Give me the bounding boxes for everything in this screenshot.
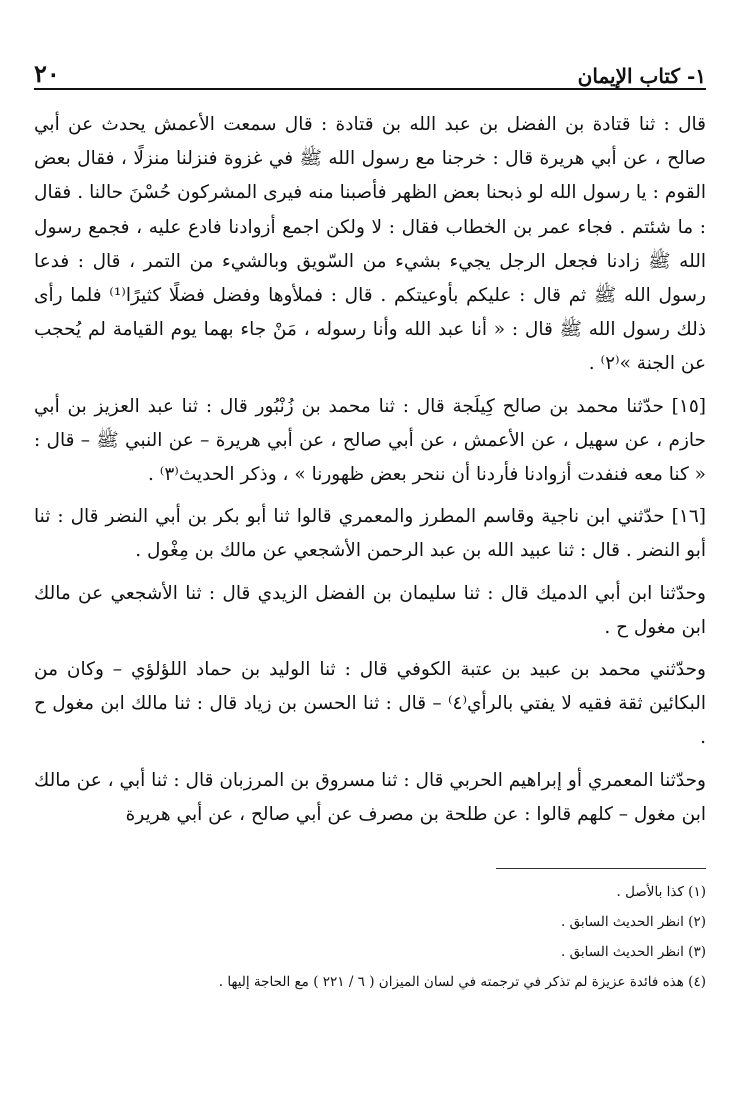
paragraph: [١٦] حدّثني ابن ناجية وقاسم المطرز والمعمري قالوا ثنا أبو بكر بن أبي النضر قال : ثنا أبو النضر . قال : ثنا عبيد الله بن عبد الرحمن الأشجعي عن مالك بن مِغْول . — [34, 506, 706, 562]
footnote: (٤) هذه فائدة عزيزة لم تذكر في ترجمته في لسان الميزان ( ٦ / ٢٢١ ) مع الحاجة إليها . — [218, 974, 706, 991]
paragraph: وحدّثنا ابن أبي الدميك قال : ثنا سليمان بن الفضل الزيدي قال : ثنا الأشجعي عن مالك ابن مغول ح . — [34, 582, 706, 638]
footnote-divider — [496, 868, 706, 869]
paragraph: [١٥] حدّثنا محمد بن صالح كِيلَجة قال : ثنا محمد بن زُنْبُور قال : ثنا عبد العزيز بن أبي حازم ، عن سهيل ، عن الأعمش ، عن أبي صالح ، عن أبي هريرة – عن النبي ﷺ – قال : « كنا معه فنفدت أزوادنا فأردنا أن ننحر بعض ظهورنا » ، وذكر الحديث⁽٣⁾ . — [34, 395, 706, 486]
paragraph: قال : ثنا قتادة بن الفضل بن عبد الله بن قتادة : قال سمعت الأعمش يحدث عن أبي صالح ، عن أبي هريرة قال : خرجنا مع رسول الله ﷺ في غزوة فنزلنا منزلًا ، فقال بعض القوم : يا رسول الله لو ذبحنا بعض الظهر فأصبنا منه فيرى المشركون حُسْنَ حالنا . فقال : ما شئتم . فجاء عمر بن الخطاب فقال : لا ولكن اجمع أزوادنا فادع عليه ، فجمع رسول الله ﷺ زادنا فجعل الرجل يجيء بشيء من السّويق وبالشيء من التمر ، قال : فدعا رسول الله ﷺ ثم قال : عليكم بأوعيتكم . قال : فملأوها وفضل فضلًا كثيرًا⁽¹⁾ فلما رأى ذلك رسول الله ﷺ قال : « أنا عبد الله وأنا رسوله ، مَنْ جاء بهما يوم القيامة لم يُحجب عن الجنة »⁽٢⁾ . — [34, 114, 706, 375]
paragraph: وحدّثنا المعمري أو إبراهيم الحربي قال : ثنا مسروق بن المرزبان قال : ثنا أبي ، عن مالك ابن مغول – كلهم قالوا : عن طلحة بن مصرف عن أبي صالح ، عن أبي هريرة — [34, 769, 706, 825]
page-number: ٢٠ — [34, 59, 60, 88]
body-text — [34, 108, 706, 832]
chapter-title: ١- كتاب الإيمان — [577, 64, 706, 88]
paragraph: وحدّثني محمد بن عبيد بن عتبة الكوفي قال : ثنا الوليد بن حماد اللؤلؤي – وكان من البكائين ثقة فقيه لا يفتي بالرأي⁽٤⁾ – قال : ثنا الحسن بن زياد قال : ثنا مالك ابن مغول ح . — [34, 659, 706, 749]
page-header — [34, 52, 706, 90]
footnote: (٢) انظر الحديث السابق . — [560, 914, 706, 931]
footnote: (١) كذا بالأصل . — [616, 884, 706, 901]
footnote: (٣) انظر الحديث السابق . — [560, 944, 706, 961]
page — [34, 52, 706, 997]
footnotes — [34, 877, 706, 997]
